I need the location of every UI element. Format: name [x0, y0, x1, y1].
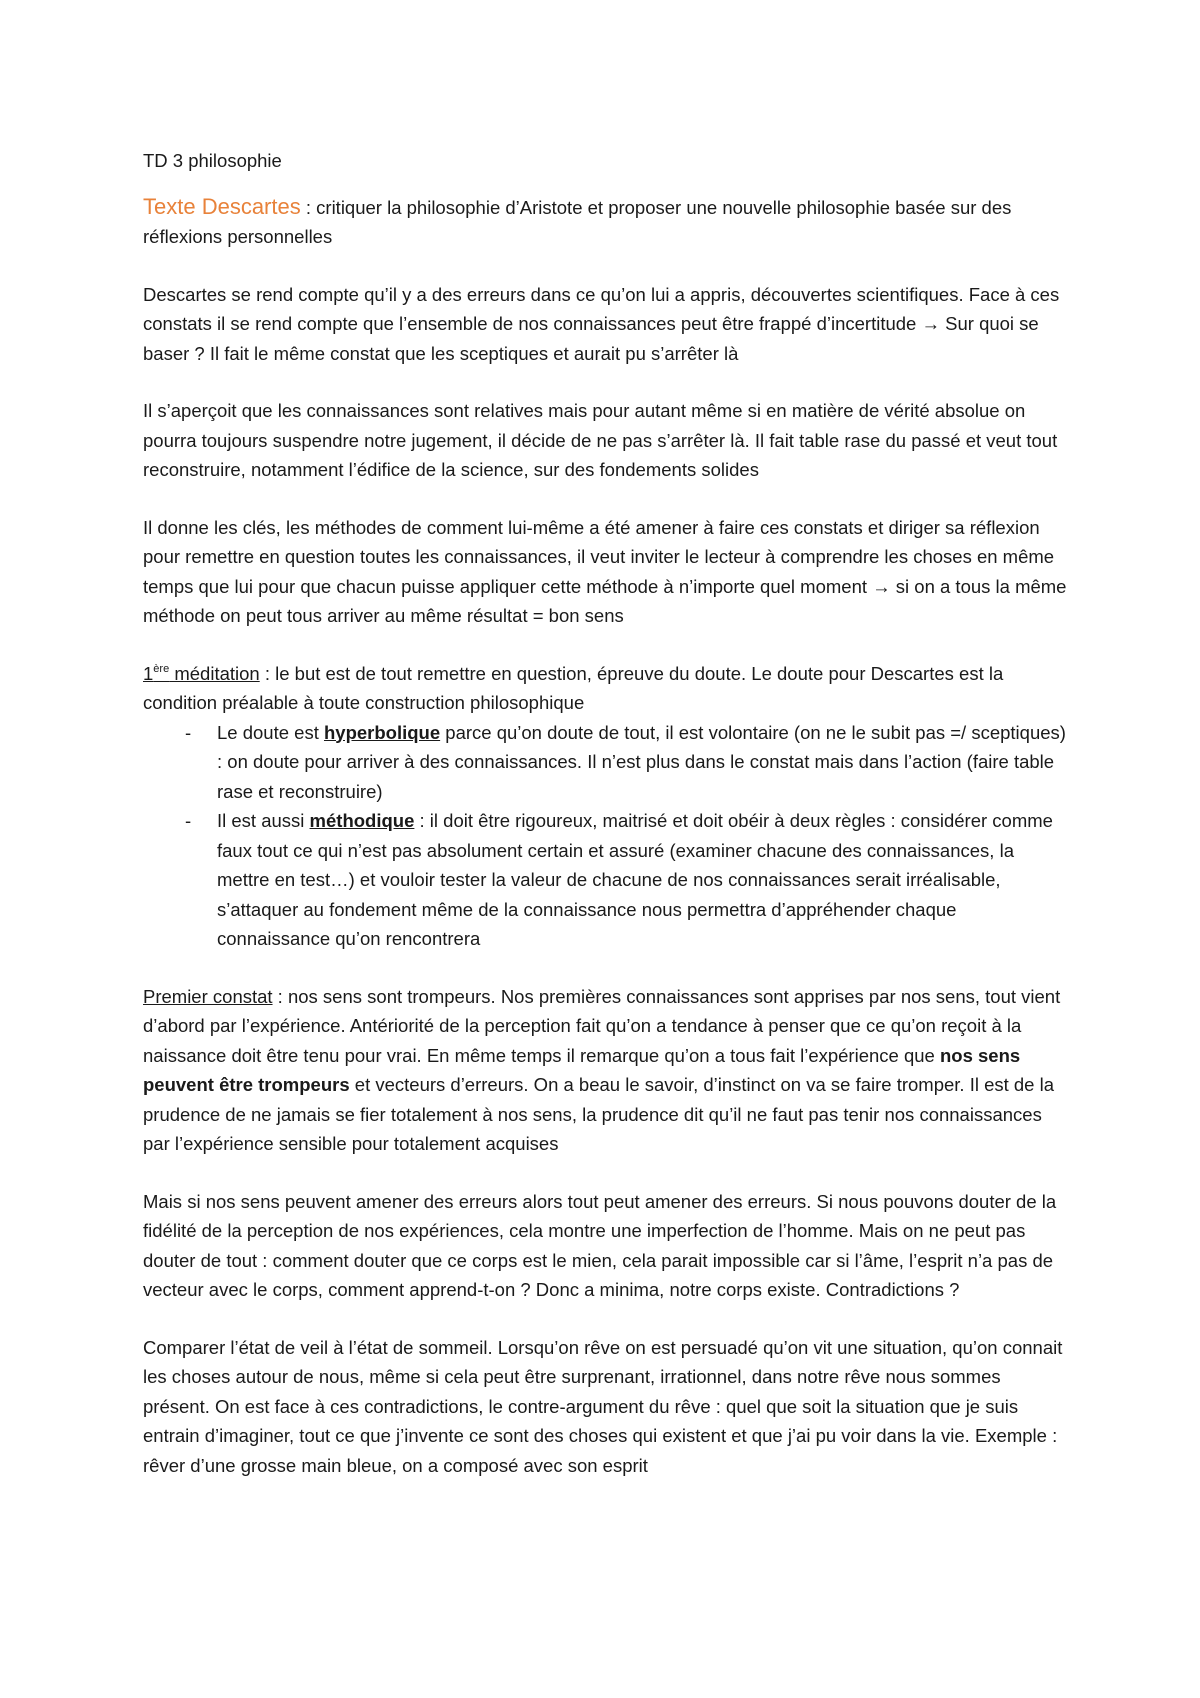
premier-constat-label: Premier constat: [143, 985, 273, 1007]
meditation-heading: [143, 663, 260, 684]
paragraph-text: Il donne les clés, les méthodes de comment lui-même a été amener à faire ces constats et diriger sa réflexion pour remettre en question toutes les connaissances, il veut inviter le lecteur à comprendre les choses en même temps que lui pour que chacun puisse appliquer cette méthode à n’importe quel moment: [143, 516, 1055, 597]
meditation-superscript: ère: [153, 662, 170, 675]
meditation-paragraph: [143, 659, 1070, 718]
arrow-right-icon: →: [872, 575, 891, 597]
paragraph-text: si on a tous la même méthode on peut tous arriver au même résultat = bon sens: [143, 575, 1067, 626]
list-item: [143, 718, 1070, 807]
meditation-bullet-list: [143, 718, 1070, 954]
section-heading: [143, 192, 1070, 252]
paragraph-mais: Mais si nos sens peuvent amener des erreurs alors tout peut amener des erreurs. Si nous pouvons douter de la fidélité de la perception de nos expériences, cela montre une imperfection de l’homme. Mais on ne peut pas douter de tout : comment douter que ce corps est le mien, cela parait impossible car si l’âme, l’esprit n’a pas de vecteur avec le corps, comment apprend-t-on ? Donc a minima, notre corps existe. Contradictions ?: [143, 1190, 1057, 1300]
meditation-label: méditation: [169, 662, 260, 684]
paragraph-comparer: Comparer l’état de veil à l’état de sommeil. Lorsqu’on rêve on est persuadé qu’on vit une situation, qu’on connait les choses autour de nous, même si cela peut être surprenant, irrationnel, dans notre rêve nous sommes présent. On est face à ces contradictions, le contre-argument du rêve : quel que soit la situation que je suis entrain d’imaginer, tout ce que j’invente ce sont des choses qui existent et que j’ai pu voir dans la vie. Exemple : rêver d’une grosse main bleue, on a composé avec son esprit: [143, 1336, 1063, 1476]
premier-constat-paragraph: [143, 982, 1070, 1159]
paragraph-methodes: [143, 513, 1070, 631]
bullet-keyword: hyperbolique: [323, 721, 441, 743]
arrow-right-icon: →: [921, 313, 940, 334]
meditation-text: : le but est de tout remettre en question, épreuve du doute. Le doute pour Descartes est la condition préalable à toute construction philosophique: [143, 662, 1004, 713]
bullet-text: Le doute est: [217, 721, 324, 743]
list-item: [143, 806, 1070, 954]
document-title: TD 3 philosophie: [143, 150, 282, 171]
paragraph-text: Descartes se rend compte qu’il y a des erreurs dans ce qu’on lui a appris, découvertes scientifiques. Face à ces constats il se rend compte que l’ensemble de nos connaissances peut être frappé d’incertitude: [143, 283, 1060, 334]
emphasis-text: nos sens peuvent être trompeurs: [143, 1044, 1021, 1095]
meditation-number: 1: [143, 662, 154, 684]
paragraph-relatives: Il s’aperçoit que les connaissances sont relatives mais pour autant même si en matière de vérité absolue on pourra toujours suspendre notre jugement, il décide de ne pas s’arrêter là. Il fait table rase du passé et veut tout reconstruire, notamment l’édifice de la science, sur des fondements solides: [143, 400, 1058, 480]
bullet-text: : il doit être rigoureux, maitrisé et doit obéir à deux règles : considérer comme faux tout ce qui n’est pas absolument certain et assuré (examiner chacune des connaissances, la mettre en test…) et vouloir tester la valeur de chacune de nos connaissances serait irréalisable, s’attaquer au fondement même de la connaissance nous permettra d’appréhender chaque connaissance qu’on rencontrera: [217, 810, 1053, 949]
section-subtitle: : critiquer la philosophie d’Aristote et proposer une nouvelle philosophie basée sur des réflexions personnelles: [143, 196, 1012, 247]
paragraph-text: : nos sens sont trompeurs. Nos premières connaissances sont apprises par nos sens, tout vient d’abord par l’expérience. Antériorité de la perception fait qu’on a tendance à penser que ce qu’on reçoit à la naissance doit être tenu pour vrai. En même temps il remarque qu’on a tous fait l’expérience que: [143, 985, 1061, 1066]
bullet-keyword: méthodique: [309, 810, 415, 831]
bullet-text: parce qu’on doute de tout, il est volontaire (on ne le subit pas =/ sceptiques) : on doute pour arriver à des connaissances. Il n’est plus dans le constat mais dans l’action (faire table rase et reconstruire): [217, 721, 1066, 802]
section-title: Texte Descartes: [143, 193, 301, 219]
bullet-text: Il est aussi: [217, 810, 310, 831]
paragraph-text: et vecteurs d’erreurs. On a beau le savoir, d’instinct on va se faire tromper. Il est de la prudence de ne jamais se fier totalement à nos sens, la prudence dit qu’il ne faut pas tenir nos connaissances par l’expérience sensible pour totalement acquises: [143, 1074, 1055, 1154]
paragraph-erreurs: [143, 280, 1070, 369]
paragraph-text: Sur quoi se baser ? Il fait le même constat que les sceptiques et aurait pu s’arrêter là: [143, 313, 1039, 364]
